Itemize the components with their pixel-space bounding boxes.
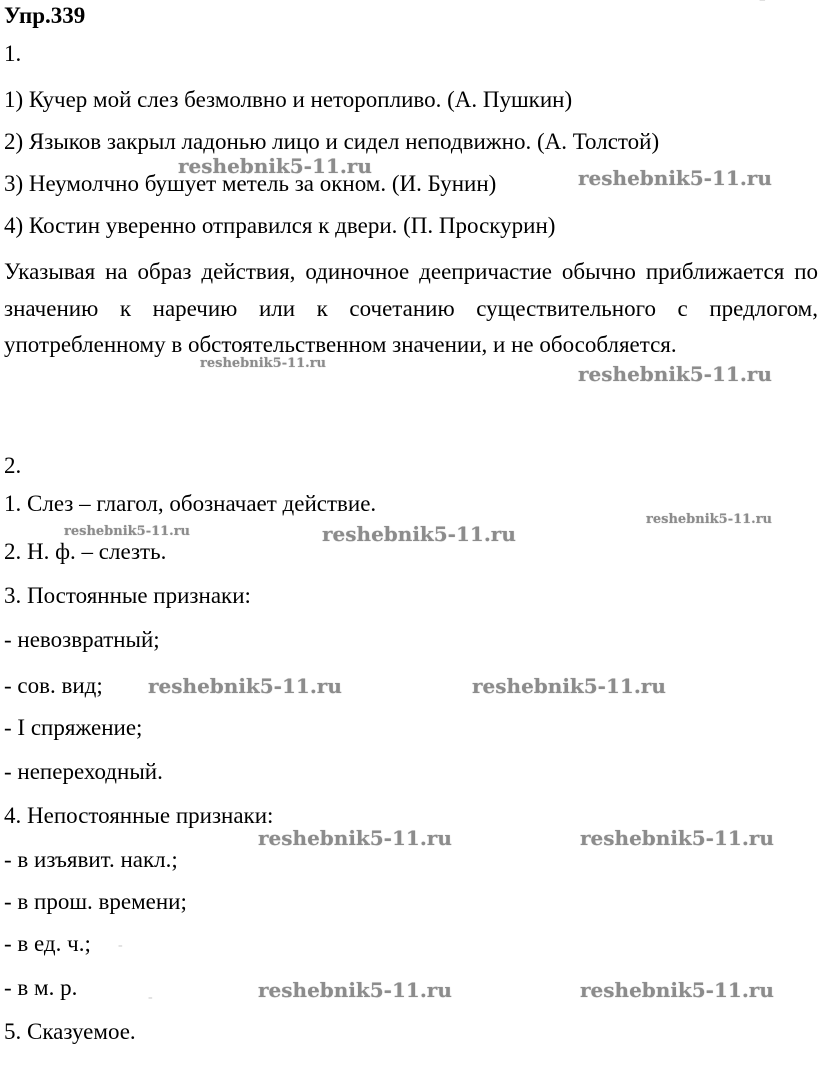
analysis-line-11: - в ед. ч.; xyxy=(4,931,91,956)
watermark: reshebnik5-11.ru xyxy=(578,362,772,386)
watermark: reshebnik5-11.ru xyxy=(178,154,372,178)
analysis-line-9: - в изъявит. накл.; xyxy=(4,847,178,872)
sentence-4: 4) Костин уверенно отправился к двери. (П. Проскурин) xyxy=(4,213,556,238)
watermark: reshebnik5-11.ru xyxy=(580,978,774,1002)
part1-number: 1. xyxy=(4,41,22,66)
watermark: reshebnik5-11.ru xyxy=(322,522,516,546)
analysis-line-5: - сов. вид; xyxy=(4,673,103,698)
analysis-line-6: - I спряжение; xyxy=(4,715,143,740)
watermark: reshebnik5-11.ru xyxy=(580,826,774,850)
scan-speck: ‾ xyxy=(760,0,765,15)
analysis-line-3: 3. Постоянные признаки: xyxy=(4,583,251,608)
analysis-line-4: - невозвратный; xyxy=(4,627,160,652)
part2-number: 2. xyxy=(4,453,22,478)
watermark: reshebnik5-11.ru xyxy=(148,674,342,698)
explanation-paragraph: Указывая на образ действия, одиночное деепричастие обычно приближается по значению к наречию или к сочетанию существительного с предлогом, употребленному в обстоятельственном значении, и не обособляется. xyxy=(4,259,818,357)
sentence-1: 1) Кучер мой слез безмолвно и неторопливо. (А. Пушкин) xyxy=(4,87,573,112)
watermark: reshebnik5-11.ru xyxy=(258,978,452,1002)
analysis-line-8: 4. Непостоянные признаки: xyxy=(4,803,274,828)
watermark: reshebnik5-11.ru xyxy=(200,356,327,371)
watermark: reshebnik5-11.ru xyxy=(646,512,773,527)
scan-speck: - xyxy=(148,990,153,1005)
scan-speck: - xyxy=(118,938,123,953)
analysis-line-10: - в прош. времени; xyxy=(4,889,187,914)
analysis-line-7: - непереходный. xyxy=(4,759,163,784)
analysis-line-2: 2. Н. ф. – слезть. xyxy=(4,539,167,564)
watermark: reshebnik5-11.ru xyxy=(64,524,191,539)
exercise-title: Упр.339 xyxy=(4,3,86,28)
watermark: reshebnik5-11.ru xyxy=(578,166,772,190)
sentence-2: 2) Языков закрыл ладонью лицо и сидел неподвижно. (А. Толстой) xyxy=(4,129,660,154)
watermark: reshebnik5-11.ru xyxy=(258,826,452,850)
watermark: reshebnik5-11.ru xyxy=(472,674,666,698)
sentence-3: 3) Неумолчно бушует метель за окном. (И. Бунин) xyxy=(4,171,497,196)
analysis-line-13: 5. Сказуемое. xyxy=(4,1019,136,1044)
analysis-line-1: 1. Слез – глагол, обозначает действие. xyxy=(4,491,377,516)
analysis-line-12: - в м. р. xyxy=(4,975,78,1000)
